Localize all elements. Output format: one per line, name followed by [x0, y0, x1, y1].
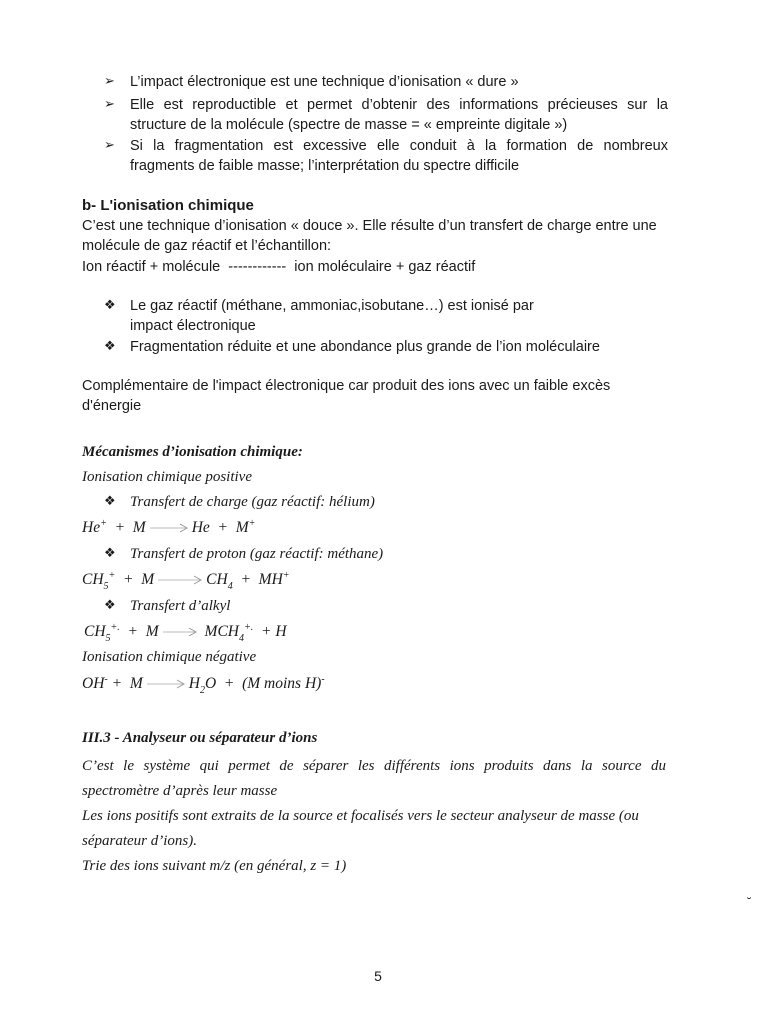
reaction-equation: Ion réactif + molécule ------------ ion moléculaire + gaz réactif — [82, 259, 476, 275]
section-heading: III.3 - Analyseur ou séparateur d’ions — [82, 730, 318, 746]
reaction-arrow-icon — [145, 679, 187, 689]
subsection-title: Ionisation chimique positive — [82, 469, 252, 485]
diamond-bullet-icon: ❖ — [104, 494, 116, 509]
reaction-arrow-icon — [156, 575, 204, 585]
paragraph: Les ions positifs sont extraits de la source et focalisés vers le secteur analyseur de masse (ou séparateur d’ions). — [82, 808, 639, 849]
equation-charge-transfer: He+ + M He + M+ — [82, 518, 256, 536]
reaction-arrow-icon — [148, 523, 190, 533]
diamond-bullet-icon: ❖ — [104, 298, 116, 313]
intro-bullet: ➢ L’impact électronique est une technique d’ionisation « dure » — [104, 74, 519, 90]
paragraph-line: C’est une technique d’ionisation « douce ». Elle résulte d’un transfert de charge entre une — [82, 218, 657, 234]
section-b-bullet: ❖ Le gaz réactif (méthane, ammoniac,isobutane…) est ionisé par impact électronique — [104, 298, 534, 334]
arrow-bullet-icon: ➢ — [104, 138, 115, 153]
mechanisms-heading: Mécanismes d’ionisation chimique: — [82, 444, 303, 460]
complement-paragraph: Complémentaire de l'impact électronique car produit des ions avec un faible excès d'énergie — [82, 378, 611, 414]
diamond-bullet-icon: ❖ — [104, 598, 116, 613]
equation-negative-ionization: OH- + M $H_2O + (M$ moins H)- — [82, 674, 325, 696]
intro-bullet: ➢ Elle est reproductible et permet d’obtenir des informations précieuses sur la structure de la molécule (spectre de masse = « empreinte digitale ») — [104, 97, 668, 133]
arrow-bullet-icon: ➢ — [104, 97, 115, 112]
paragraph: C’est le système qui permet de séparer les différents ions produits dans la source du spectromètre d’après leur masse — [82, 758, 666, 799]
mechanism-item: ❖ Transfert de charge (gaz réactif: hélium) — [104, 494, 375, 510]
equation-alkyl-transfer: $CH_5^{+.} + M$ $MCH_4^{+.} + H$ — [84, 622, 287, 644]
section-b-bullet: ❖ Fragmentation réduite et une abondance plus grande de l’ion moléculaire — [104, 339, 600, 355]
page-number: 5 — [374, 968, 382, 984]
reaction-arrow-icon — [161, 627, 199, 637]
mechanism-item: ❖ Transfert d’alkyl — [104, 598, 231, 614]
equation-proton-transfer: $CH_5^+ + M$ $CH_4 + MH^+$ — [82, 570, 290, 592]
mechanism-item: ❖ Transfert de proton (gaz réactif: méthane) — [104, 546, 384, 562]
intro-bullet: ➢ Si la fragmentation est excessive elle conduit à la formation de nombreux fragments de faible masse; l’interprétation du spectre difficile — [104, 138, 668, 174]
subsection-title: Ionisation chimique négative — [82, 649, 257, 665]
paragraph-line: molécule de gaz réactif et l’échantillon: — [82, 238, 332, 254]
paragraph: Trie des ions suivant m/z (en général, z = 1) — [82, 858, 347, 874]
diamond-bullet-icon: ❖ — [104, 546, 116, 561]
arrow-bullet-icon: ➢ — [104, 74, 115, 89]
section-heading: b- L'ionisation chimique — [82, 197, 254, 214]
diamond-bullet-icon: ❖ — [104, 339, 116, 354]
stray-mark: ˘ — [746, 896, 752, 910]
